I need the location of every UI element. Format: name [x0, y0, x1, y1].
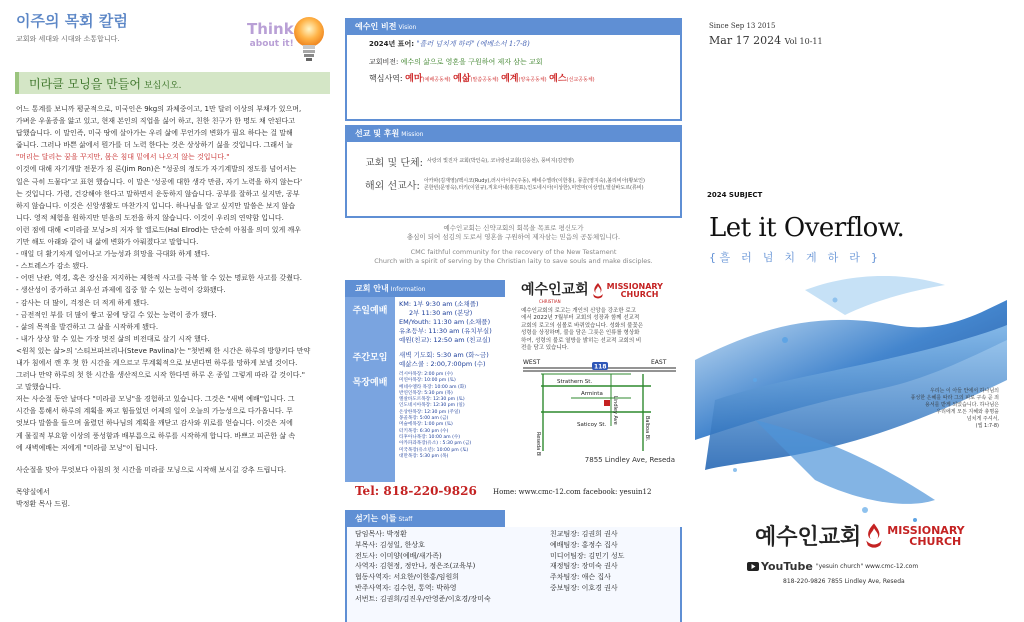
vision-box — [345, 35, 682, 121]
map-hwy-label: 118 — [594, 363, 607, 370]
staff-line: 부목사: 김성일, 한상호 — [355, 540, 425, 549]
para-line: 가벼운 우울증을 앓고 있고, 현재 본인의 직업을 싫어 하고, 친한 친구가 한 명도 채 안된다고 — [16, 117, 296, 126]
para-line: "머리는 달리는 꿈을 꾸지만, 몸은 침대 밑에서 나오지 않는 것입니다." — [16, 153, 230, 162]
map-lindley: Lindley Ave — [612, 395, 618, 425]
flame-icon — [591, 282, 605, 300]
logo-desc: 하여, 성령의 불로 열방을 밝히는 선교적 교회의 비 — [521, 337, 642, 344]
verse-line: 풍성한 은혜를 따라 그의 피로 구속 곧 죄 — [910, 395, 999, 401]
group-line: 베네수엘라 목장: 10:00 am (화) — [399, 384, 467, 390]
map-arminta: Arminta — [581, 390, 603, 397]
cover-korean-text: 흘러넘치게하라 — [719, 251, 871, 264]
column-title: 이주의 목회 칼럼 — [16, 12, 128, 30]
mission-header-en: Mission — [401, 131, 424, 138]
cover-date — [709, 34, 823, 47]
logo-en-1: MISSIONARY — [606, 282, 663, 291]
para-line: 하지 않습니다. 이것은 신앙생활도 마찬가지 입니다. 하나님을 알고 싶지만 말씀은 보지 않습 — [16, 201, 296, 210]
staff-line: 담임목사: 박정환 — [355, 530, 407, 538]
group-line: 러시아목장: 2:00 pm (수) — [399, 372, 453, 377]
mission-abroad-row — [365, 177, 674, 192]
core2: 예삶 — [453, 74, 471, 84]
slogan-en-1: CMC faithful community for the recovery of the New Testament — [410, 248, 617, 256]
info-header-en: Information — [390, 286, 426, 293]
para-line: 이런 점에 대해 <미라클 모닝>의 저자 할 엘로드(Hal Elrod)는 단순히 아침을 의미 있게 깨우 — [16, 225, 302, 234]
cover-date-text: Mar 17 2024 — [709, 34, 782, 47]
location-map — [521, 356, 681, 456]
group-line: 인도네시아목장: 12:30 pm (일) — [399, 403, 465, 409]
cover-logo-en-2: CHURCH — [909, 534, 962, 548]
staff-section — [345, 510, 682, 622]
lightbulb-icon — [292, 16, 326, 64]
map-strathern: Strathern St. — [557, 378, 593, 385]
verse-line: 우리에게 모든 지혜와 총명을 — [936, 409, 999, 415]
group-line: 대만목장: 5:30 pm (목) — [399, 453, 449, 459]
group-line: 엘살바도르목장: 12:30 pm (토) — [399, 397, 465, 403]
church-vision-text: 예수의 삶으로 영혼을 구원하여 제자 삼는 교회 — [400, 58, 543, 66]
info-header-ko: 교회 안내 — [355, 284, 389, 293]
mission-church-row — [365, 154, 674, 169]
time-line: 2부 11:30 am (본당) — [409, 309, 473, 317]
staff-line: 사역자: 김현정, 정안나, 정은조(교육부) — [355, 562, 476, 571]
banner-small: 보십시오. — [140, 81, 182, 91]
staff-box — [345, 527, 682, 622]
para-line: 에 새벽예배는 저에게 "미라클 모닝"이 됩니다. — [16, 443, 158, 452]
think-word: Think — [247, 20, 294, 38]
mission-box — [345, 142, 682, 218]
para-line: - 삶의 목적을 발견하고 그 삶을 시작하게 됐다. — [16, 322, 159, 331]
staff-line: 협동사역자: 서요한/이한홍/임원희 — [355, 573, 459, 582]
group-line: 몽골목장: 5:00 am (금) — [399, 416, 449, 422]
staff-header — [345, 510, 505, 527]
core3-sub: (양육공동체) — [518, 77, 547, 83]
cover-church-logo — [755, 520, 965, 551]
week-line: 새벽 기도회: 5:30 am (화~금) — [399, 351, 489, 359]
para-line: - 어떤 난관, 역경, 혹은 장신을 저지하는 제한적 사고를 극복 할 수 있는 명료한 사고를 갖췄다. — [16, 274, 303, 283]
cover — [695, 0, 1007, 622]
staff-line: 재정팀장: 장미숙 권사 — [550, 562, 618, 571]
group-line: 미국목장(유소년): 10:00 pm (토) — [399, 447, 469, 453]
map-reseda: Reseda Bl. — [535, 431, 541, 456]
cover-subject: 2024 SUBJECT — [707, 191, 763, 199]
core-ministry — [369, 71, 674, 84]
church-vision — [369, 57, 674, 67]
group-line: 온상한목장: 12:30 pm (주일) — [399, 409, 461, 415]
staff-line: 주차팀장: 애슨 집사 — [550, 573, 611, 582]
cover-logo-en — [887, 525, 964, 547]
info-address: 7855 Lindley Ave, Reseda — [584, 456, 675, 464]
group-line: 반연인목장: 5:30 pm (목) — [399, 390, 453, 396]
smallgroup-label: 목장예배 — [352, 378, 388, 388]
staff-line: 중보팀장: 이호경 권사 — [550, 583, 618, 592]
para-line: 고 말했습니다. — [16, 383, 62, 392]
logo-en — [607, 283, 663, 299]
group-line: 아카파과목장(유소) : 5:30 pm (금) — [399, 441, 472, 447]
vision-header-en: Vision — [398, 24, 417, 31]
mission-church-list: 사랑의 빛진자 교회(박인숙), 코너랑선교회(김응선), 풍비지(김연영) — [427, 158, 574, 164]
map-west: WEST — [523, 358, 541, 366]
cover-korean: { 흘러넘치게하라} — [709, 251, 878, 264]
slogan-en-2: Church with a spirit of serving by the Christian laity to save souls and make disciples. — [374, 257, 653, 265]
church-vision-label: 교회비전: — [369, 58, 401, 66]
core4: 예스 — [549, 74, 567, 84]
group-line: 미연아목장: 10:00 pm (토) — [399, 378, 456, 384]
mission-abroad-label: 해외 선교사: — [365, 181, 420, 192]
closing-line: 사순절을 맞아 무엇보다 아침의 첫 시간을 미라클 모닝으로 시작해 보시길 강추 드립니다. — [16, 465, 287, 474]
staff-line: 전도사: 이미양(예배/새가족) — [355, 551, 442, 560]
staff-line: 미디어팀장: 김민기 성도 — [550, 551, 625, 560]
week-line: 예삶스쿨 : 2:00,7:00pm (수) — [399, 360, 486, 368]
info-column — [345, 0, 682, 622]
core-label: 핵심사역: — [369, 74, 406, 83]
cover-vol: Vol 10-11 — [784, 37, 823, 46]
time-line: 유초등부: 11:30 am (유치부실) — [399, 327, 492, 335]
staff-line: 서번트: 김권희/김진우/안영준/이호경/장미숙 — [355, 594, 491, 603]
logo-en-2: CHURCH — [620, 290, 659, 299]
map-church-marker — [604, 400, 610, 406]
core1: 예마 — [405, 74, 423, 84]
mission-header — [345, 125, 682, 142]
para-line: 니다. 영적 체험을 원하지만 믿음의 도전을 하지 않습니다. 이것이 우리의 연약함 입니다. — [16, 213, 284, 222]
para-line: 어느 통계를 보니까 평균적으로, 미국인은 9kg의 과체중이고, 1만 달러 이상의 부채가 있으며, — [16, 105, 302, 113]
church-slogan — [345, 218, 682, 280]
logo-desc: 전을 담고 있습니다. — [521, 345, 569, 351]
mission-church-label: 교회 및 단체: — [365, 158, 424, 169]
para-line: 는 것입니다. 가령, 건강해야 한다고 말하면서 운동하지 않습니다. 공부를 잘하고 싶지만, 공부 — [16, 189, 300, 198]
logo-desc: 교회의 로고의 심볼로 바뀌었습니다. 성화의 불꽃은 — [521, 322, 644, 329]
staff-header-en: Staff — [398, 516, 413, 523]
cover-logo-ko: 예수인교회 — [755, 525, 862, 550]
time-line: EM/Youth: 11:30 am (소채플) — [399, 318, 491, 326]
about-it-word: about it! — [249, 39, 294, 49]
para-line: 그러나 만약 하루의 첫 한 시간을 생산적으로 시작 한다면 하루 온 종일 그렇게 따라 갈 것이다." — [16, 371, 306, 380]
info-labels — [345, 297, 395, 482]
para-line: - 금전적인 부를 더 많이 쌓고 꿈에 당길 수 있는 능력이 증가 됐다. — [16, 310, 217, 319]
para-line: 답했습니다. 이 말인즉, 미국 땅에 살아가는 우리 삶에 무언가의 변화가 필요 하다는 걸 말해 — [16, 129, 293, 138]
staff-line: 반주사역자: 김수현, 통역: 박하영 — [355, 583, 457, 592]
abroad-list-2: 콘한빈(문영옥),터키(이원규),직호아내(홍원표),인도네시아(이상한),미얀마(이상열),엘살바도르(류비) — [423, 184, 644, 191]
column-body — [16, 103, 334, 510]
para-line: - 감사는 더 많이, 걱정은 더 적게 하게 됐다. — [16, 298, 149, 307]
info-times — [399, 300, 517, 460]
para-line: 이것에 대해 자기개발 전문가 짐 론(Jim Ron)은 "성공의 정도가 자기계발의 정도를 넘어서는 — [16, 165, 297, 174]
mission-header-ko: 선교 및 후원 — [355, 129, 400, 138]
core4-sub: (선교공동체) — [566, 77, 595, 83]
verse-line: 우리는 이 아들 안에서 하나님의 — [929, 388, 999, 394]
para-line: - 스트레스가 감소 됐다. — [16, 262, 89, 271]
cover-since: Since Sep 13 2015 — [709, 22, 776, 30]
core1-sub: (예배공동체) — [422, 77, 451, 83]
para-line: 줍니다. 그러나 바쁜 삶에서 뭔가를 더 노력 한다는 것은 상상하기 싫을 것입니다. 그래서 늘 — [16, 141, 293, 150]
staff-left — [355, 529, 550, 622]
abroad-list-1: 아카파(김재영)/맥시코(Rudy),러시아이주(주동), 베네수엘라(이한홍), 몽골(영지숙),볼리비아(황보인) — [423, 177, 645, 184]
map-saticoy: Saticoy St. — [577, 421, 607, 428]
slogan-ko-1: 예수인교회는 신약교회의 회복을 목표로 평신도가 — [443, 224, 584, 232]
para-line: 엇보다 말씀을 들으며 울렸던 하나님의 계획을 깨닫고 감사와 위로를 얻습니다. 이것은 저에 — [16, 419, 293, 428]
staff-line: 예배팀장: 홍정수 집사 — [550, 540, 618, 549]
vision-header — [345, 18, 682, 35]
cover-youtube[interactable] — [747, 560, 918, 573]
para-line: - 매일 더 활기차게 일어나고 가능성과 희망을 극대화 하게 됐다. — [16, 250, 210, 259]
group-line: 머슬에목장: 1:00 pm (토) — [399, 422, 453, 428]
sign-place: 목양실에서 — [16, 487, 50, 496]
core2-sub: (말씀공동체) — [470, 77, 499, 83]
logo-desc: 에서 2022년 7월부터 교회의 성장과 함께 선교적 — [521, 315, 640, 321]
info-section — [345, 280, 682, 510]
info-header — [345, 280, 505, 297]
map-east: EAST — [651, 358, 667, 366]
info-home: Home: www.cmc-12.com facebook: yesuin12 — [493, 488, 652, 496]
para-line: - 생산성이 증가하고 최우선 과제에 집중 할 수 있는 능력이 강화됐다. — [16, 286, 226, 295]
slogan-ko-2: 충심이 되어 섬김의 도로서 영혼을 구원하여 제자삼는 믿음의 공동체입니다. — [406, 233, 621, 241]
info-tel: Tel: 818-220-9826 — [355, 484, 477, 498]
youtube-label: YouTube — [761, 560, 813, 573]
cover-flame-icon — [863, 522, 885, 550]
year-motto — [369, 39, 674, 49]
vision-header-ko: 예수인 비전 — [355, 22, 397, 31]
cover-logo-en-1: MISSIONARY — [887, 523, 965, 537]
cover-headline: Let it Overflow. — [709, 213, 905, 243]
verse-line: 넘치게 주셔서, — [966, 416, 999, 422]
time-line: 예원(친교): 12:50 am (친교실) — [399, 336, 491, 344]
youtube-text: "yesuin church" www.cmc-12.com — [815, 563, 919, 570]
column-subtitle: 교회와 세대와 시대와 소통합니다. — [16, 35, 120, 43]
year-label: 2024년 표어: — [369, 40, 417, 48]
year-text: "흘러 넘치게 하라" (에베소서 1:7-8) — [416, 40, 530, 48]
para-line: 내가 침에서 깬 후 첫 한 시간을 게으르고 무계획적으로 보낸다면 하루를 망하게 보낼 것이다. — [16, 358, 298, 367]
cover-verse — [907, 388, 999, 430]
para-line: 기만 해도 아래와 같이 내 삶에 변화가 아뤄졌다고 말합니다. — [16, 238, 199, 247]
para-line: 게 물질적 부요함 이상의 풍성함과 배부름으로 하루를 시작하게 합니다. 바쁘고 피곤한 삶 속 — [16, 431, 296, 440]
cover-address: 818-220-9826 7855 Lindley Ave, Reseda — [783, 578, 905, 585]
logo-desc: 성령을 상징하며, 불을 담은 그릇은 인류를 형상화 — [521, 330, 640, 336]
para-line: <원칙 있는 삶>의 '스티브파브리나(Steve Pavlina)'는 "첫번째 한 시간은 하루의 방향키다 만약 — [16, 346, 311, 355]
staff-line: 친교팀장: 김권희 권사 — [550, 530, 618, 538]
core3: 예계 — [501, 74, 519, 84]
logo-desc: 예수인교회의 로고는 개인의 신앙을 강조한 로고 — [521, 307, 637, 314]
staff-right — [550, 529, 624, 622]
para-line: 시간을 통해서 하루의 계획을 짜고 힘들었던 어제의 일이 오늘의 가능성으로 다가옵니다. 무 — [16, 407, 293, 416]
group-line: 티후아나목장: 10:00 am (수) — [399, 434, 461, 440]
verse-line: (엡 1:7-8) — [975, 423, 999, 429]
para-line: 저는 사순절 동안 날마다 "미라클 모닝"을 경험하고 있습니다. 그것은 "새벽 예배"입니다. 그 — [16, 395, 295, 404]
think-about-it — [247, 22, 294, 52]
logo-ko: 예수인교회 — [521, 282, 589, 299]
para-line: - 내가 상상 할 수 있는 가장 멋진 삶의 비전대로 살기 시작 했다. — [16, 334, 210, 343]
info-right — [521, 282, 681, 465]
map-balboa: Balboa Bl. — [644, 415, 650, 441]
banner-main: 미라클 모닝을 만들어 — [29, 77, 141, 91]
youtube-icon — [747, 562, 759, 571]
sign-name: 박정환 목사 드림. — [16, 499, 71, 508]
verse-line: 용서를 받게 되었습니다. 하나님은 — [925, 402, 999, 408]
mission-abroad-lists — [424, 178, 645, 192]
weekday-label: 주간모임 — [352, 353, 388, 363]
group-line: 터키목장: 6:30 pm (수) — [399, 428, 449, 434]
time-line: KM: 1부 9:30 am (소채플) — [399, 300, 479, 308]
logo-tag: CHRISTIAN — [539, 299, 561, 304]
para-line: 일은 극히 드물다"고 표현 했습니다. 이 말은 '성공에 대한 생각 만큼, 자기 노력을 하지 않는다' — [16, 177, 303, 186]
column-banner — [15, 72, 330, 94]
staff-header-ko: 섬기는 이들 — [355, 514, 397, 523]
sunday-label: 주일예배 — [352, 306, 388, 316]
